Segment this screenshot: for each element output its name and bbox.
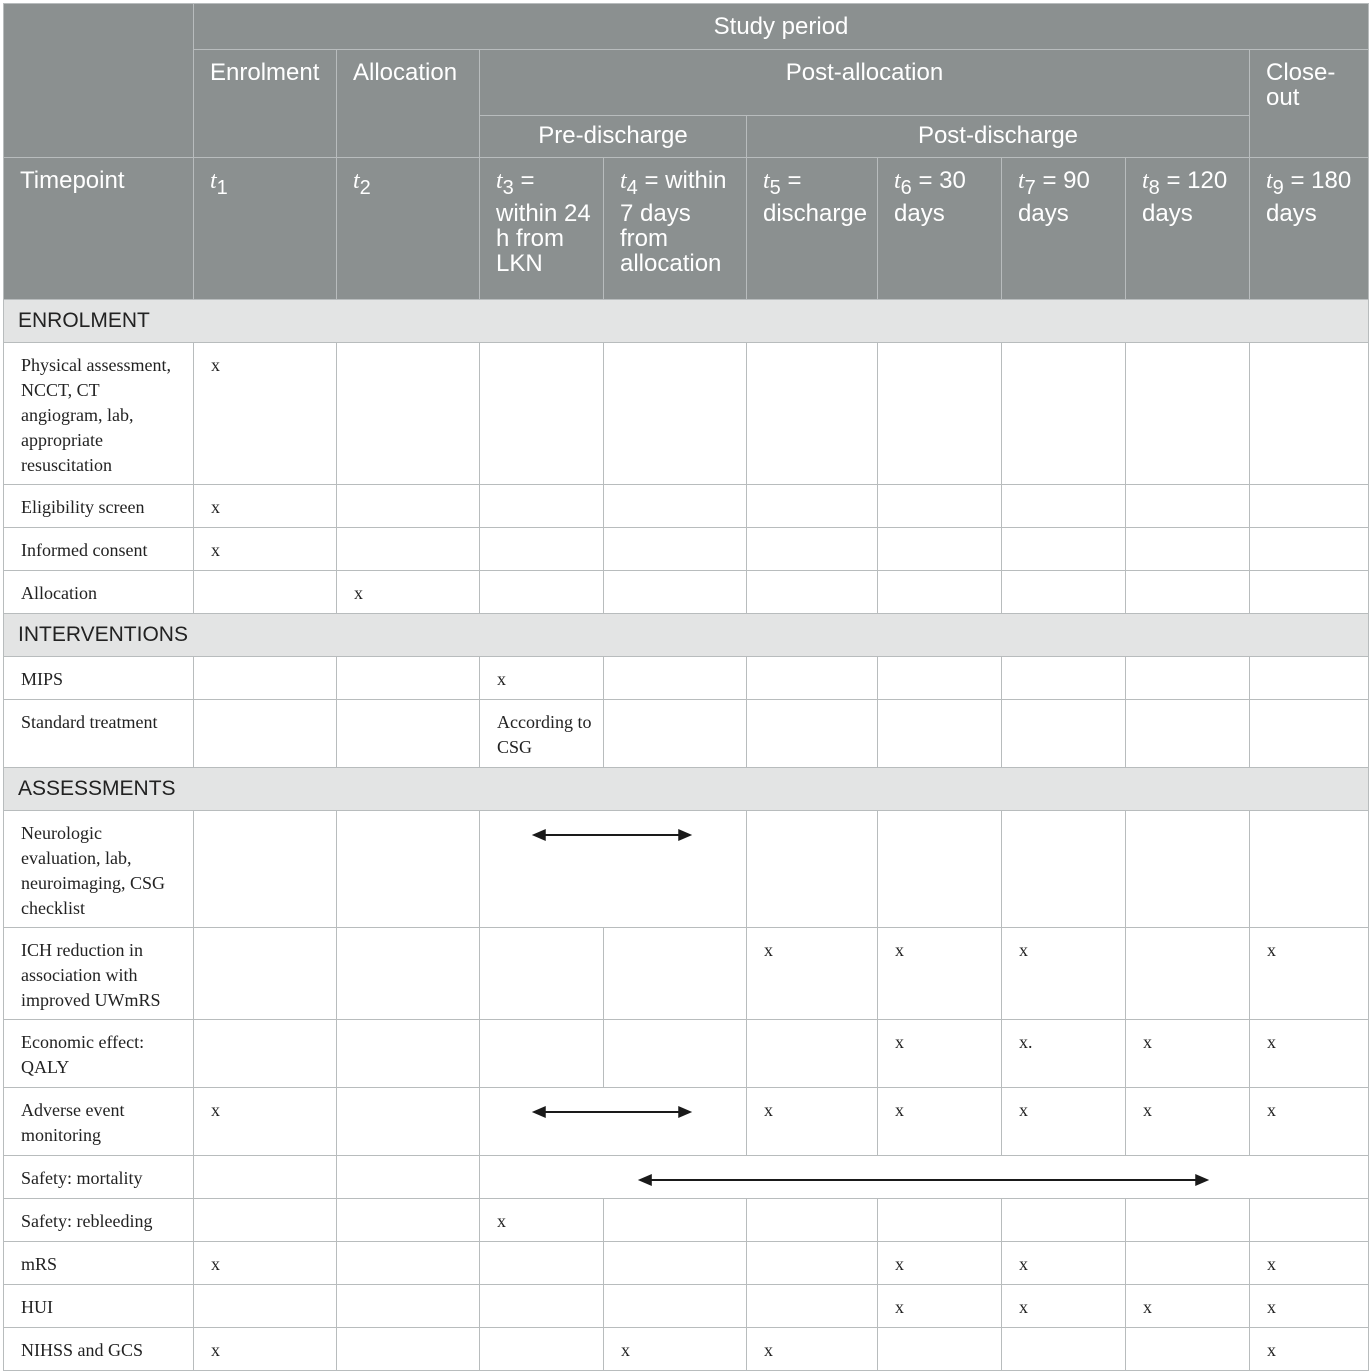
table-row [4, 928, 1369, 1020]
row-label: NIHSS and GCS [4, 1328, 194, 1371]
cell: x [878, 1242, 1002, 1285]
cell: x [480, 657, 604, 700]
row-label: Standard treatment [4, 700, 194, 768]
cell [1002, 811, 1126, 928]
header-allocation [337, 50, 480, 158]
cell [604, 928, 747, 1020]
cell [878, 811, 1002, 928]
study-period-label: Study period [713, 13, 849, 40]
row-label: Safety: mortality [4, 1156, 194, 1199]
timepoint-cell [1126, 158, 1250, 300]
cell [337, 1199, 480, 1242]
cell [747, 343, 878, 485]
table-row [4, 811, 1369, 928]
table-row [4, 1285, 1369, 1328]
cell [1002, 700, 1126, 768]
tp-sub: 5 [769, 176, 781, 199]
tp-var: t [894, 168, 901, 194]
cell [878, 571, 1002, 614]
tp-desc: = within 24 h from LKN [496, 167, 591, 277]
cell [1250, 1199, 1369, 1242]
table-row [4, 528, 1369, 571]
cell [480, 1285, 604, 1328]
cell [337, 1088, 480, 1156]
tp-var: t [763, 168, 770, 194]
cell: x [1002, 928, 1126, 1020]
cell [1002, 1328, 1126, 1371]
header-study-period [194, 4, 1369, 50]
table-row [4, 700, 1369, 768]
timepoint-label: Timepoint [20, 167, 125, 194]
cell [1002, 1199, 1126, 1242]
cell: x [1250, 1020, 1369, 1088]
cell [480, 571, 604, 614]
table-row [4, 343, 1369, 485]
tp-sub: 1 [216, 176, 228, 199]
header-corner [4, 4, 194, 158]
table-row [4, 1199, 1369, 1242]
cell [878, 657, 1002, 700]
cell [1126, 700, 1250, 768]
cell [337, 1156, 480, 1199]
tp-var: t [620, 168, 627, 194]
cell [604, 485, 747, 528]
cell [747, 1285, 878, 1328]
cell [1126, 571, 1250, 614]
cell: x [194, 1242, 337, 1285]
cell [194, 571, 337, 614]
cell: x [878, 928, 1002, 1020]
cell [1250, 657, 1369, 700]
cell [1126, 811, 1250, 928]
cell [337, 343, 480, 485]
table-row [4, 1328, 1369, 1371]
cell [480, 1328, 604, 1371]
cell: x [337, 571, 480, 614]
cell [1126, 528, 1250, 571]
tp-desc: = within 7 days from allocation [620, 167, 727, 277]
allocation-label: Allocation [353, 59, 458, 86]
cell [1126, 1328, 1250, 1371]
cell: x [480, 1199, 604, 1242]
cell [337, 700, 480, 768]
cell [878, 343, 1002, 485]
cell [1002, 571, 1126, 614]
cell [480, 928, 604, 1020]
cell [1126, 343, 1250, 485]
row-label: Informed consent [4, 528, 194, 571]
cell [878, 1199, 1002, 1242]
tp-var: t [353, 168, 360, 194]
header-pre-discharge [480, 116, 747, 158]
cell [1126, 657, 1250, 700]
table-row [4, 1088, 1369, 1156]
header-post-discharge [747, 116, 1250, 158]
cell [747, 1020, 878, 1088]
cell [878, 700, 1002, 768]
tp-var: t [210, 168, 217, 194]
table-row [4, 1242, 1369, 1285]
cell [194, 928, 337, 1020]
cell [747, 700, 878, 768]
long-double-arrow-icon [480, 1174, 1368, 1186]
cell: x [1002, 1088, 1126, 1156]
row-label: Allocation [4, 571, 194, 614]
cell [878, 528, 1002, 571]
tp-var: t [1266, 168, 1273, 194]
cell [1250, 700, 1369, 768]
section-enrolment: ENROLMENT [4, 300, 1369, 343]
cell [480, 528, 604, 571]
cell [1250, 485, 1369, 528]
cell: x [878, 1020, 1002, 1088]
cell [604, 1199, 747, 1242]
cell: x [1250, 1328, 1369, 1371]
cell [337, 1285, 480, 1328]
tp-sub: 2 [359, 176, 371, 199]
cell: x [1250, 1285, 1369, 1328]
cell [337, 657, 480, 700]
cell [1126, 928, 1250, 1020]
cell [604, 1020, 747, 1088]
cell [747, 811, 878, 928]
header-timepoint [4, 158, 194, 300]
cell [337, 1328, 480, 1371]
row-label: Safety: rebleeding [4, 1199, 194, 1242]
tp-var: t [496, 168, 503, 194]
cell [194, 700, 337, 768]
cell [194, 811, 337, 928]
cell: x [1002, 1242, 1126, 1285]
cell: x [747, 928, 878, 1020]
table-row [4, 485, 1369, 528]
cell [604, 528, 747, 571]
cell [1002, 343, 1126, 485]
tp-desc: = discharge [763, 167, 868, 227]
pre-discharge-label: Pre-discharge [538, 122, 688, 149]
row-label: HUI [4, 1285, 194, 1328]
arrow-cell [480, 1088, 747, 1156]
cell [604, 657, 747, 700]
cell [604, 571, 747, 614]
cell [1250, 343, 1369, 485]
tp-desc: = 30 days [894, 167, 966, 227]
timepoint-cell [1250, 158, 1369, 300]
cell [1250, 571, 1369, 614]
cell: x [1250, 1088, 1369, 1156]
cell [604, 343, 747, 485]
arrow-cell [480, 1156, 1369, 1199]
header-post-allocation [480, 50, 1250, 116]
tp-sub: 8 [1148, 176, 1160, 199]
row-label: MIPS [4, 657, 194, 700]
cell [194, 1156, 337, 1199]
timepoint-cell [1002, 158, 1126, 300]
timepoint-cell [337, 158, 480, 300]
cell [747, 1199, 878, 1242]
row-label: Physical assessment, NCCT, CT angiogram, lab, appropriate resuscitation [4, 343, 194, 485]
cell [1126, 1242, 1250, 1285]
cell [480, 1020, 604, 1088]
cell [878, 1328, 1002, 1371]
cell [747, 485, 878, 528]
cell: x [194, 1328, 337, 1371]
cell: x [878, 1088, 1002, 1156]
cell [337, 811, 480, 928]
post-discharge-label: Post-discharge [917, 122, 1079, 149]
timepoint-cell [604, 158, 747, 300]
cell: x [194, 528, 337, 571]
cell [337, 928, 480, 1020]
cell: x [1002, 1285, 1126, 1328]
cell [604, 1285, 747, 1328]
cell [604, 1242, 747, 1285]
row-label: Eligibility screen [4, 485, 194, 528]
cell: x [194, 1088, 337, 1156]
double-arrow-icon [480, 1106, 746, 1118]
cell [337, 1242, 480, 1285]
section-interventions: INTERVENTIONS [4, 614, 1369, 657]
cell: x [194, 343, 337, 485]
cell: x [1250, 928, 1369, 1020]
cell [480, 343, 604, 485]
cell [1002, 657, 1126, 700]
cell: x. [1002, 1020, 1126, 1088]
row-label: ICH reduction in association with improved UWmRS [4, 928, 194, 1020]
timepoint-cell [878, 158, 1002, 300]
section-assessments: ASSESSMENTS [4, 768, 1369, 811]
spirit-schedule-table [3, 3, 1369, 1371]
tp-var: t [1142, 168, 1149, 194]
table-row [4, 1020, 1369, 1088]
cell: x [1126, 1088, 1250, 1156]
tp-sub: 6 [900, 176, 912, 199]
cell: x [747, 1328, 878, 1371]
cell: x [1126, 1285, 1250, 1328]
tp-var: t [1018, 168, 1025, 194]
table-row [4, 657, 1369, 700]
cell [747, 571, 878, 614]
header-close-out [1250, 50, 1369, 158]
cell [337, 485, 480, 528]
cell [480, 485, 604, 528]
cell [194, 1199, 337, 1242]
cell [480, 1242, 604, 1285]
close-out-label: Close-out [1266, 59, 1336, 111]
cell: x [194, 485, 337, 528]
timepoint-cell [747, 158, 878, 300]
timepoint-cell [194, 158, 337, 300]
cell [337, 528, 480, 571]
tp-sub: 4 [626, 176, 638, 199]
row-label: mRS [4, 1242, 194, 1285]
cell: x [747, 1088, 878, 1156]
tp-desc: = 90 days [1018, 167, 1090, 227]
cell [747, 528, 878, 571]
cell: x [1126, 1020, 1250, 1088]
cell [337, 1020, 480, 1088]
row-label: Adverse event monitoring [4, 1088, 194, 1156]
cell [1002, 528, 1126, 571]
cell: x [878, 1285, 1002, 1328]
cell: x [604, 1328, 747, 1371]
cell [1002, 485, 1126, 528]
cell [1126, 1199, 1250, 1242]
cell [194, 657, 337, 700]
double-arrow-icon [480, 829, 746, 841]
cell [878, 485, 1002, 528]
tp-desc: = 120 days [1142, 167, 1228, 227]
cell [747, 657, 878, 700]
post-allocation-label: Post-allocation [785, 59, 944, 86]
tp-sub: 3 [502, 176, 514, 199]
table-row [4, 571, 1369, 614]
cell [194, 1020, 337, 1088]
row-label: Economic effect: QALY [4, 1020, 194, 1088]
arrow-cell [480, 811, 747, 928]
enrolment-label: Enrolment [210, 59, 320, 86]
timepoint-cell [480, 158, 604, 300]
header-enrolment [194, 50, 337, 158]
cell: According to CSG [480, 700, 604, 768]
tp-sub: 9 [1272, 176, 1284, 199]
cell: x [1250, 1242, 1369, 1285]
cell [194, 1285, 337, 1328]
cell [1250, 528, 1369, 571]
tp-sub: 7 [1024, 176, 1036, 199]
tp-desc: = 180 days [1266, 167, 1352, 227]
cell [747, 1242, 878, 1285]
cell [1250, 811, 1369, 928]
cell [1126, 485, 1250, 528]
row-label: Neurologic evaluation, lab, neuroimaging, CSG checklist [4, 811, 194, 928]
cell [604, 700, 747, 768]
table-row [4, 1156, 1369, 1199]
